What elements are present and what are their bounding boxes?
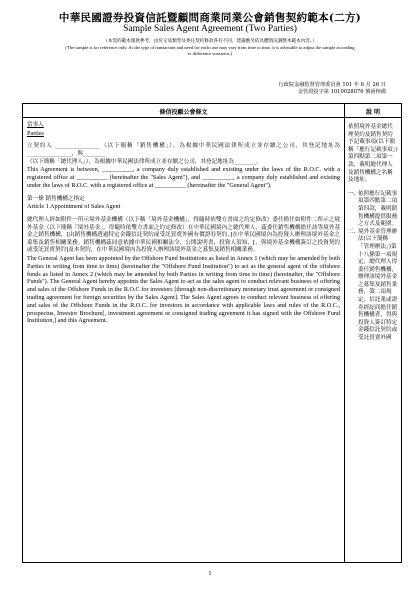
- title-english: Sample Sales Agent Agreement (Two Parties): [123, 24, 297, 34]
- explanation-parties: 依照境外基金總代理契約及銷售契約予記載事項(以下簡稱「應行記載事項」)第四點第二項第一款，載明總代理人及銷售機構之名稱及地址。: [348, 124, 398, 184]
- note-english-line-1: (The sample is for reference only. As the type of transaction and need for each case may vary from time to time, it is advisable to adjust the sample according: [65, 45, 355, 50]
- parties-heading-en: Parties: [27, 129, 44, 137]
- explanation-item-2: [348, 229, 398, 343]
- note-chinese: （本契約範本僅供參考，由於交易類型及委任契約條款各有不同，建議應另依具體情況調整本範本內容。）: [103, 39, 317, 44]
- explanation-item-2-number: 二、: [348, 228, 360, 235]
- explanation-item-2-text: 境外基金管理辦法(以下簡稱「管理辦法」)第十八條第一項規定，總代理人得委任銷售機構，辦理該境外基金之募集及銷售業務，第二項規定，信託業或證券經紀商擔任銷售機構者，得與投資人簽訂特定金錢信託契約或受託買賣外國: [358, 228, 398, 342]
- column-header-clauses: 條信投顧公會條文: [159, 109, 208, 116]
- column-header-explanation: 說 明: [365, 109, 381, 116]
- explanation-item-1: [348, 191, 398, 229]
- article-1-heading-en: Article 1 Appointment of Sales Agent: [27, 203, 121, 211]
- clause-column: [27, 122, 340, 325]
- clause-table: [22, 103, 402, 563]
- article-1-body-en: The General Agent has been appointed by the Offshore Fund Institutions as listed in Annex 1 (which may be amended by both Parties in writing from time to time) (hereinafter the "Offshore Fund Institution") to act as the general agent of the offshore funds as listed in Annex 2 (which may be amended by both Parties in writing from time to time) (hereinafter, the "Offshore Funds"). The General Agent hereby appoints the Sales Agent to act as the sales agent to conduct relevant business of offering and sales of the Offshore Funds in the R.O.C for investors [through non-discretionary monetary trust agreement or consigned trading agreement for foreign securities by the Sales Agent]. The Sales Agent agrees to conduct relevant business of offering and sales of the Offshore Funds in the R.O.C. for investors in accordance with applicable laws and rules of the R.O.C., prospectus, Investor Brochure[, investment agreement or consigned trading agreement it has signed with the Offshore Fund Institution,] and this Agreement.: [27, 254, 340, 325]
- intro-en-paragraph: This Agreement is between, __________, a company duly established and existing under the laws of the R.O.C. with a registered office at __________ (hereinafter the "Sales Agent"), and __________, a company duly established and existing under the laws of R.O.C. with a registered office at __________ (hereinafter the "General Agent").: [27, 166, 340, 189]
- title-chinese: 中華民國證券投資信託暨顧問商業同業公會銷售契約範本(二方): [58, 12, 362, 24]
- explanation-item-1-text: 依照應行記載事項第四點第二項第四款，載明銷售機構提供服務之方式及範圍。: [358, 190, 398, 228]
- intro-zh-paragraph-1: 立契約人 ________________（以下簡稱「銷售機構」），為根據中華民國法律所成立並存續之公司，其登記地址為________________，與________: [27, 143, 340, 157]
- column-divider: [344, 104, 345, 562]
- approval-letter-number: 金管證投字第 1010028076 號函核備: [297, 89, 386, 95]
- parties-heading-zh: 當事人: [27, 122, 44, 128]
- explanation-item-1-number: 一、: [348, 190, 360, 197]
- approval-reference: [278, 82, 386, 96]
- page-number: 1: [208, 571, 212, 577]
- explanation-column: [348, 124, 398, 343]
- approval-date: 行政院金融監督管理委員會 101 年 6 月 26 日: [278, 82, 386, 88]
- article-1-body-zh: 總代理人經如附件一所示境外基金機構（以下稱「境外基金機構」，得隨時依雙方書面之約定修改）委任擔任如附件二所示之境外基金（以下簡稱「境外基金」，得隨時依雙方書面之約定修改）在中華民國境內之總代理人，茲委任銷售機構擔任該等境外基金之銷售機構，[由銷售機構透過特定金錢信託契約或受託買賣外國有價證券契約，]在中華民國境內為投資人辦理該境外基金之募集及銷售相關業務。銷售機構茲同意依據中華民國相關法令、公開說明書、投資人須知、[、與境外基金機構簽訂之投資契約或受託買賣契約]及本契約，在中華民國境內為投資人辦理該境外基金之募集及銷售相關業務。: [27, 216, 340, 254]
- intro-zh-paragraph-2: （以下簡稱「總代理人」），為根據中華民國法律所成立並存續之公司，其登記地址為________。: [27, 158, 262, 165]
- article-1-heading-zh: 第一條 銷售機構之指定: [27, 195, 85, 202]
- note-english-line-2: to difference scenarios.): [187, 51, 233, 56]
